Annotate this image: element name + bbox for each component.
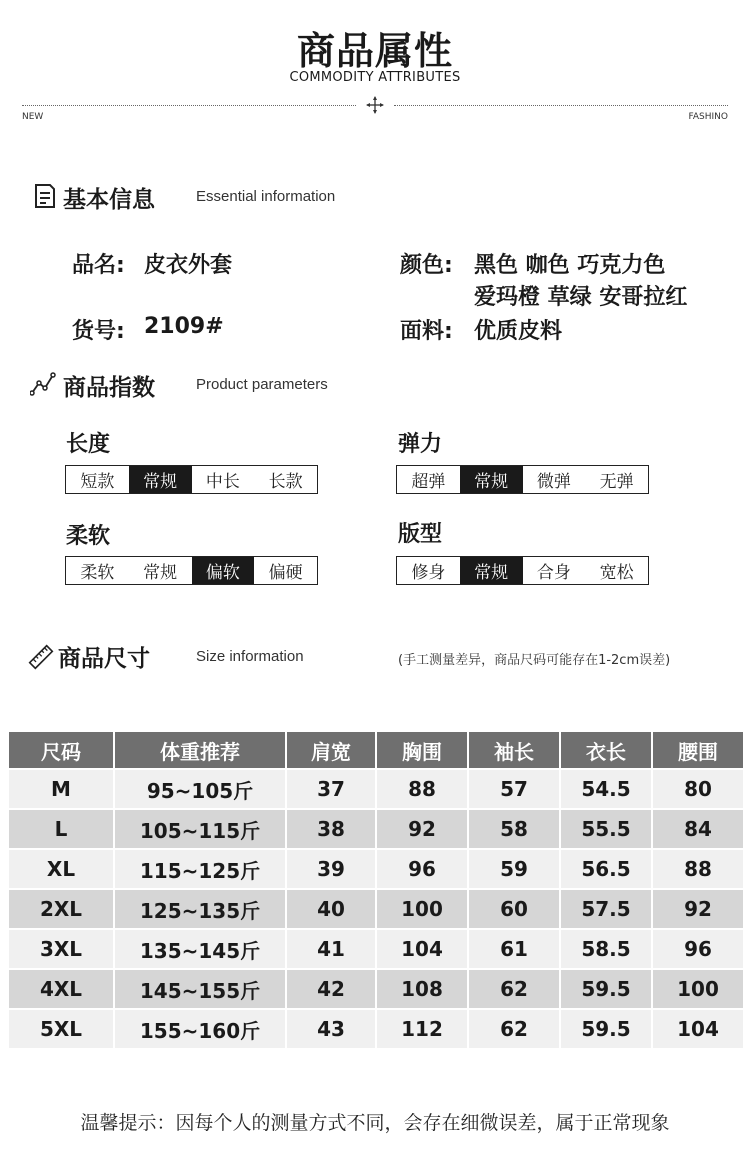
table-cell: 59 (469, 850, 559, 888)
column-header: 尺码 (9, 732, 113, 768)
product-name-value: 皮衣外套 (144, 253, 233, 278)
param-scale-fit (396, 556, 649, 585)
color-value-line1: 黑色 咖色 巧克力色 (474, 253, 666, 278)
table-cell: 112 (377, 1010, 467, 1048)
table-cell: 59.5 (561, 970, 651, 1008)
param-option-selected: 偏软 (192, 557, 255, 584)
column-header: 体重推荐 (115, 732, 285, 768)
table-cell: 39 (287, 850, 375, 888)
product-name-label: 品名: (72, 253, 125, 278)
size-title: 商品尺寸 (58, 646, 150, 672)
table-cell: 115~125斤 (115, 850, 285, 888)
column-header: 胸围 (377, 732, 467, 768)
table-cell: 62 (469, 1010, 559, 1048)
table-cell: 96 (653, 930, 743, 968)
column-header: 肩宽 (287, 732, 375, 768)
ruler-icon (28, 644, 54, 670)
table-cell: 54.5 (561, 770, 651, 808)
param-name-elasticity: 弹力 (398, 432, 443, 457)
table-cell: 37 (287, 770, 375, 808)
table-cell: 80 (653, 770, 743, 808)
param-option: 修身 (411, 563, 446, 583)
table-cell: 62 (469, 970, 559, 1008)
table-cell: 84 (653, 810, 743, 848)
param-scale-softness (65, 556, 318, 585)
page-title: 商品属性 (296, 29, 453, 73)
table-cell: 96 (377, 850, 467, 888)
param-option: 偏硬 (268, 563, 303, 583)
param-name-length: 长度 (66, 432, 111, 457)
fabric-value: 优质皮料 (474, 319, 563, 344)
params-title: 商品指数 (63, 375, 155, 401)
size-table (7, 730, 745, 1050)
document-icon (32, 183, 58, 209)
table-row (9, 850, 743, 888)
param-option: 宽松 (599, 563, 634, 583)
table-cell: 108 (377, 970, 467, 1008)
table-header-row (9, 732, 743, 768)
color-label: 颜色: (400, 253, 453, 278)
table-cell: 58.5 (561, 930, 651, 968)
table-cell: 43 (287, 1010, 375, 1048)
param-option: 中长 (205, 472, 240, 492)
crosshair-icon (366, 96, 384, 114)
param-option-selected: 常规 (460, 557, 523, 584)
table-row (9, 890, 743, 928)
params-subtitle: Product parameters (196, 376, 328, 393)
table-row (9, 1010, 743, 1048)
table-cell: 38 (287, 810, 375, 848)
param-option: 合身 (536, 563, 571, 583)
size-subtitle: Size information (196, 648, 304, 665)
table-cell: XL (9, 850, 113, 888)
table-row (9, 770, 743, 808)
column-header: 衣长 (561, 732, 651, 768)
table-cell: 58 (469, 810, 559, 848)
param-option: 超弹 (411, 472, 446, 492)
table-cell: 42 (287, 970, 375, 1008)
table-cell: 41 (287, 930, 375, 968)
basic-info-title: 基本信息 (63, 187, 155, 213)
table-cell: 57 (469, 770, 559, 808)
table-cell: 4XL (9, 970, 113, 1008)
table-cell: 155~160斤 (115, 1010, 285, 1048)
divider-right (394, 105, 728, 106)
sku-label: 货号: (72, 319, 125, 344)
column-header: 袖长 (469, 732, 559, 768)
table-cell: 145~155斤 (115, 970, 285, 1008)
table-row (9, 930, 743, 968)
corner-tag-new: NEW (22, 112, 44, 122)
param-name-fit: 版型 (398, 522, 443, 547)
trend-line-icon (30, 371, 56, 397)
param-option: 柔软 (80, 563, 115, 583)
table-cell: L (9, 810, 113, 848)
param-scale-elasticity (396, 465, 649, 494)
param-option-selected: 常规 (460, 466, 523, 493)
size-note: (手工测量差异，商品尺码可能存在1-2cm误差) (398, 653, 671, 668)
table-cell: 60 (469, 890, 559, 928)
param-option: 常规 (143, 563, 178, 583)
table-cell: 59.5 (561, 1010, 651, 1048)
table-cell: 100 (377, 890, 467, 928)
table-cell: 61 (469, 930, 559, 968)
table-cell: 105~115斤 (115, 810, 285, 848)
table-cell: 55.5 (561, 810, 651, 848)
sku-value: 2109# (144, 314, 224, 339)
table-cell: 104 (653, 1010, 743, 1048)
table-cell: 100 (653, 970, 743, 1008)
table-cell: 104 (377, 930, 467, 968)
table-cell: 92 (377, 810, 467, 848)
param-option: 微弹 (536, 472, 571, 492)
footer-note: 温馨提示：因每个人的测量方式不同，会存在细微误差，属于正常现象 (80, 1112, 670, 1134)
table-cell: 40 (287, 890, 375, 928)
table-cell: 135~145斤 (115, 930, 285, 968)
param-scale-length (65, 465, 318, 494)
fabric-label: 面料: (400, 319, 453, 344)
table-cell: 3XL (9, 930, 113, 968)
page-subtitle: COMMODITY ATTRIBUTES (289, 70, 461, 85)
divider-left (22, 105, 356, 106)
basic-info-subtitle: Essential information (196, 188, 336, 205)
table-cell: 125~135斤 (115, 890, 285, 928)
table-cell: 2XL (9, 890, 113, 928)
param-option: 无弹 (599, 472, 634, 492)
table-row (9, 970, 743, 1008)
param-name-softness: 柔软 (66, 524, 111, 549)
table-cell: 57.5 (561, 890, 651, 928)
param-option: 短款 (80, 472, 115, 492)
color-value-line2: 爱玛橙 草绿 安哥拉红 (474, 285, 688, 310)
table-cell: 88 (377, 770, 467, 808)
table-cell: 95~105斤 (115, 770, 285, 808)
table-cell: 88 (653, 850, 743, 888)
param-option: 长款 (268, 472, 303, 492)
table-cell: 5XL (9, 1010, 113, 1048)
table-cell: 56.5 (561, 850, 651, 888)
table-row (9, 810, 743, 848)
corner-tag-fashino: FASHINO (688, 112, 728, 122)
column-header: 腰围 (653, 732, 743, 768)
param-option-selected: 常规 (129, 466, 192, 493)
table-cell: M (9, 770, 113, 808)
table-cell: 92 (653, 890, 743, 928)
